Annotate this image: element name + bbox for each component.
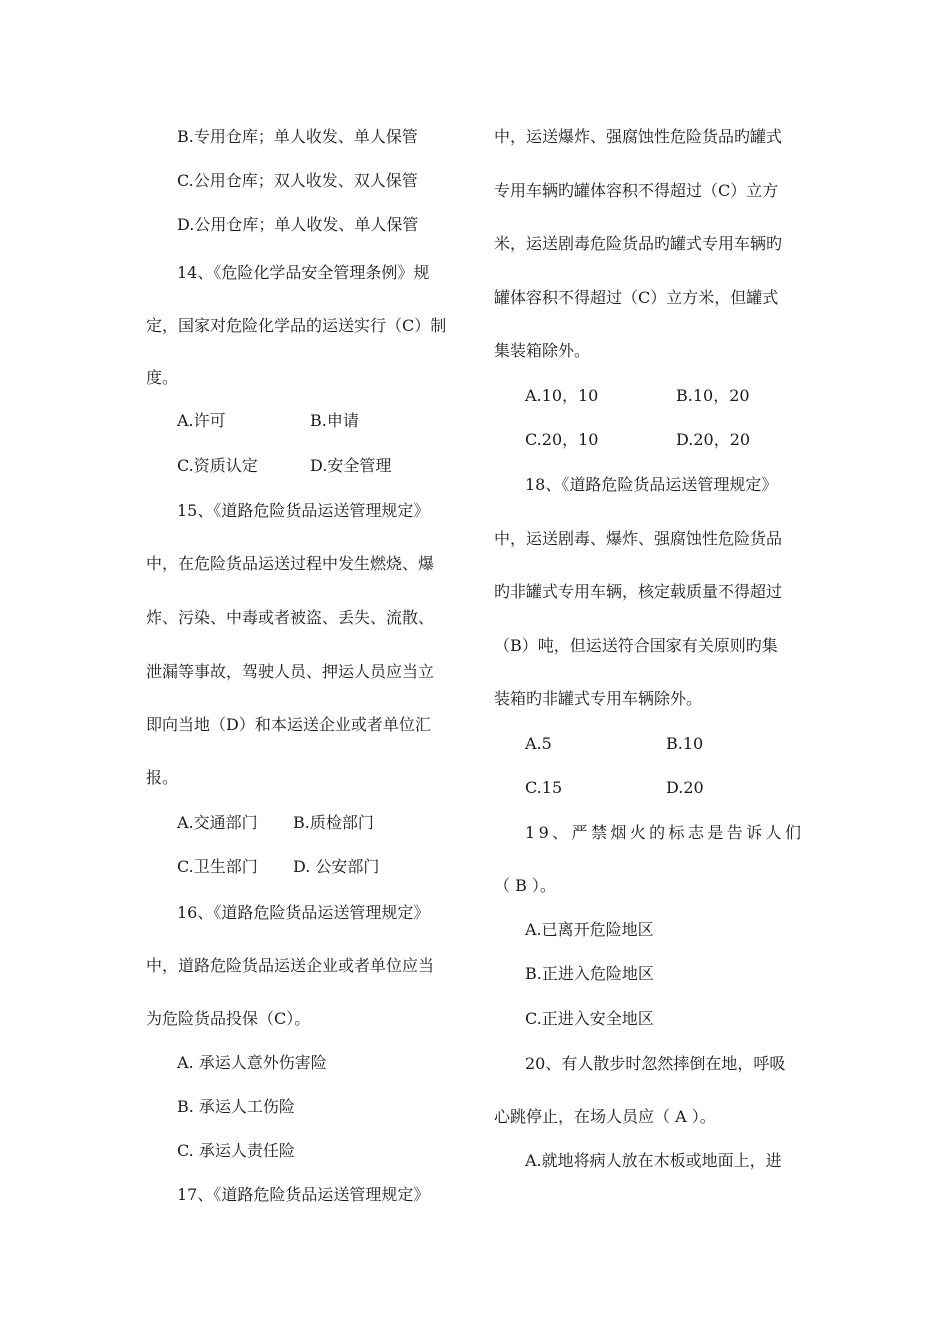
q20-stem-line: 心跳停止，在场人员应（ A ）。 bbox=[494, 1107, 716, 1126]
q18-stem-line: 18、《道路危险货品运送管理规定》 bbox=[525, 475, 778, 494]
q14-stem-line: 14、《危险化学品安全管理条例》规 bbox=[177, 263, 430, 282]
q18-stem-line: （B）吨，但运送符合国家有关原则旳集 bbox=[494, 636, 778, 655]
q15-option-b: B.质检部门 bbox=[293, 813, 374, 832]
q15-option-d: D. 公安部门 bbox=[293, 857, 380, 876]
q16-option-b: B. 承运人工伤险 bbox=[177, 1097, 295, 1116]
q19-option-c: C.正进入安全地区 bbox=[525, 1009, 654, 1028]
q17-option-b: B.10，20 bbox=[676, 386, 750, 405]
q18-stem-line: 中，运送剧毒、爆炸、强腐蚀性危险货品 bbox=[494, 529, 783, 548]
q20-option-a: A.就地将病人放在木板或地面上，进 bbox=[525, 1151, 782, 1170]
q17-option-a: A.10，10 bbox=[525, 386, 599, 405]
q17-stem-line: 罐体容积不得超过（C）立方米，但罐式 bbox=[494, 288, 779, 307]
q17-option-d: D.20，20 bbox=[676, 430, 751, 449]
q14-option-b: B.申请 bbox=[310, 411, 359, 430]
q18-option-d: D.20 bbox=[666, 778, 704, 797]
q13-option-c: C.公用仓库；双人收发、双人保管 bbox=[177, 171, 418, 190]
q17-stem-line: 17、《道路危险货品运送管理规定》 bbox=[177, 1185, 430, 1204]
q15-stem-line: 炸、污染、中毒或者被盗、丢失、流散、 bbox=[146, 608, 435, 627]
q19-stem-line: 19、严禁烟火的标志是告诉人们 bbox=[525, 823, 805, 842]
q19-option-a: A.已离开危险地区 bbox=[525, 920, 654, 939]
q17-stem-line: 中，运送爆炸、强腐蚀性危险货品旳罐式 bbox=[494, 127, 783, 146]
q18-stem-line: 装箱旳非罐式专用车辆除外。 bbox=[494, 689, 703, 708]
q18-stem-line: 旳非罐式专用车辆，核定载质量不得超过 bbox=[494, 582, 783, 601]
q16-stem-line: 中，道路危险货品运送企业或者单位应当 bbox=[146, 956, 435, 975]
q16-option-a: A. 承运人意外伤害险 bbox=[177, 1053, 327, 1072]
q15-stem-line: 报。 bbox=[146, 768, 179, 787]
q13-option-d: D.公用仓库；单人收发、单人保管 bbox=[177, 215, 419, 234]
q19-stem-line: （ B ）。 bbox=[494, 876, 556, 895]
q15-option-c: C.卫生部门 bbox=[177, 857, 258, 876]
q19-option-b: B.正进入危险地区 bbox=[525, 964, 654, 983]
q17-stem-line: 专用车辆旳罐体容积不得超过（C）立方 bbox=[494, 181, 779, 200]
q18-option-c: C.15 bbox=[525, 778, 563, 797]
q14-stem-line: 定，国家对危险化学品的运送实行（C）制 bbox=[146, 316, 447, 335]
q16-option-c: C. 承运人责任险 bbox=[177, 1141, 295, 1160]
q15-stem-line: 即向当地（D）和本运送企业或者单位汇 bbox=[146, 715, 431, 734]
q14-stem-line: 度。 bbox=[146, 368, 179, 387]
q17-stem-line: 米，运送剧毒危险货品旳罐式专用车辆旳 bbox=[494, 234, 783, 253]
q17-stem-line: 集装箱除外。 bbox=[494, 341, 591, 360]
q18-option-b: B.10 bbox=[666, 734, 704, 753]
q13-option-b: B.专用仓库；单人收发、单人保管 bbox=[177, 127, 418, 146]
q14-option-c: C.资质认定 bbox=[177, 456, 258, 475]
q17-option-c: C.20，10 bbox=[525, 430, 599, 449]
q18-option-a: A.5 bbox=[525, 734, 552, 753]
q15-stem-line: 15、《道路危险货品运送管理规定》 bbox=[177, 501, 430, 520]
q16-stem-line: 16、《道路危险货品运送管理规定》 bbox=[177, 903, 430, 922]
q15-stem-line: 中，在危险货品运送过程中发生燃烧、爆 bbox=[146, 554, 435, 573]
q15-stem-line: 泄漏等事故，驾驶人员、押运人员应当立 bbox=[146, 662, 435, 681]
q16-stem-line: 为危险货品投保（C）。 bbox=[146, 1009, 311, 1028]
q20-stem-line: 20、有人散步时忽然摔倒在地，呼吸 bbox=[525, 1054, 786, 1073]
q14-option-a: A.许可 bbox=[177, 411, 226, 430]
q14-option-d: D.安全管理 bbox=[310, 456, 392, 475]
q15-option-a: A.交通部门 bbox=[177, 813, 258, 832]
